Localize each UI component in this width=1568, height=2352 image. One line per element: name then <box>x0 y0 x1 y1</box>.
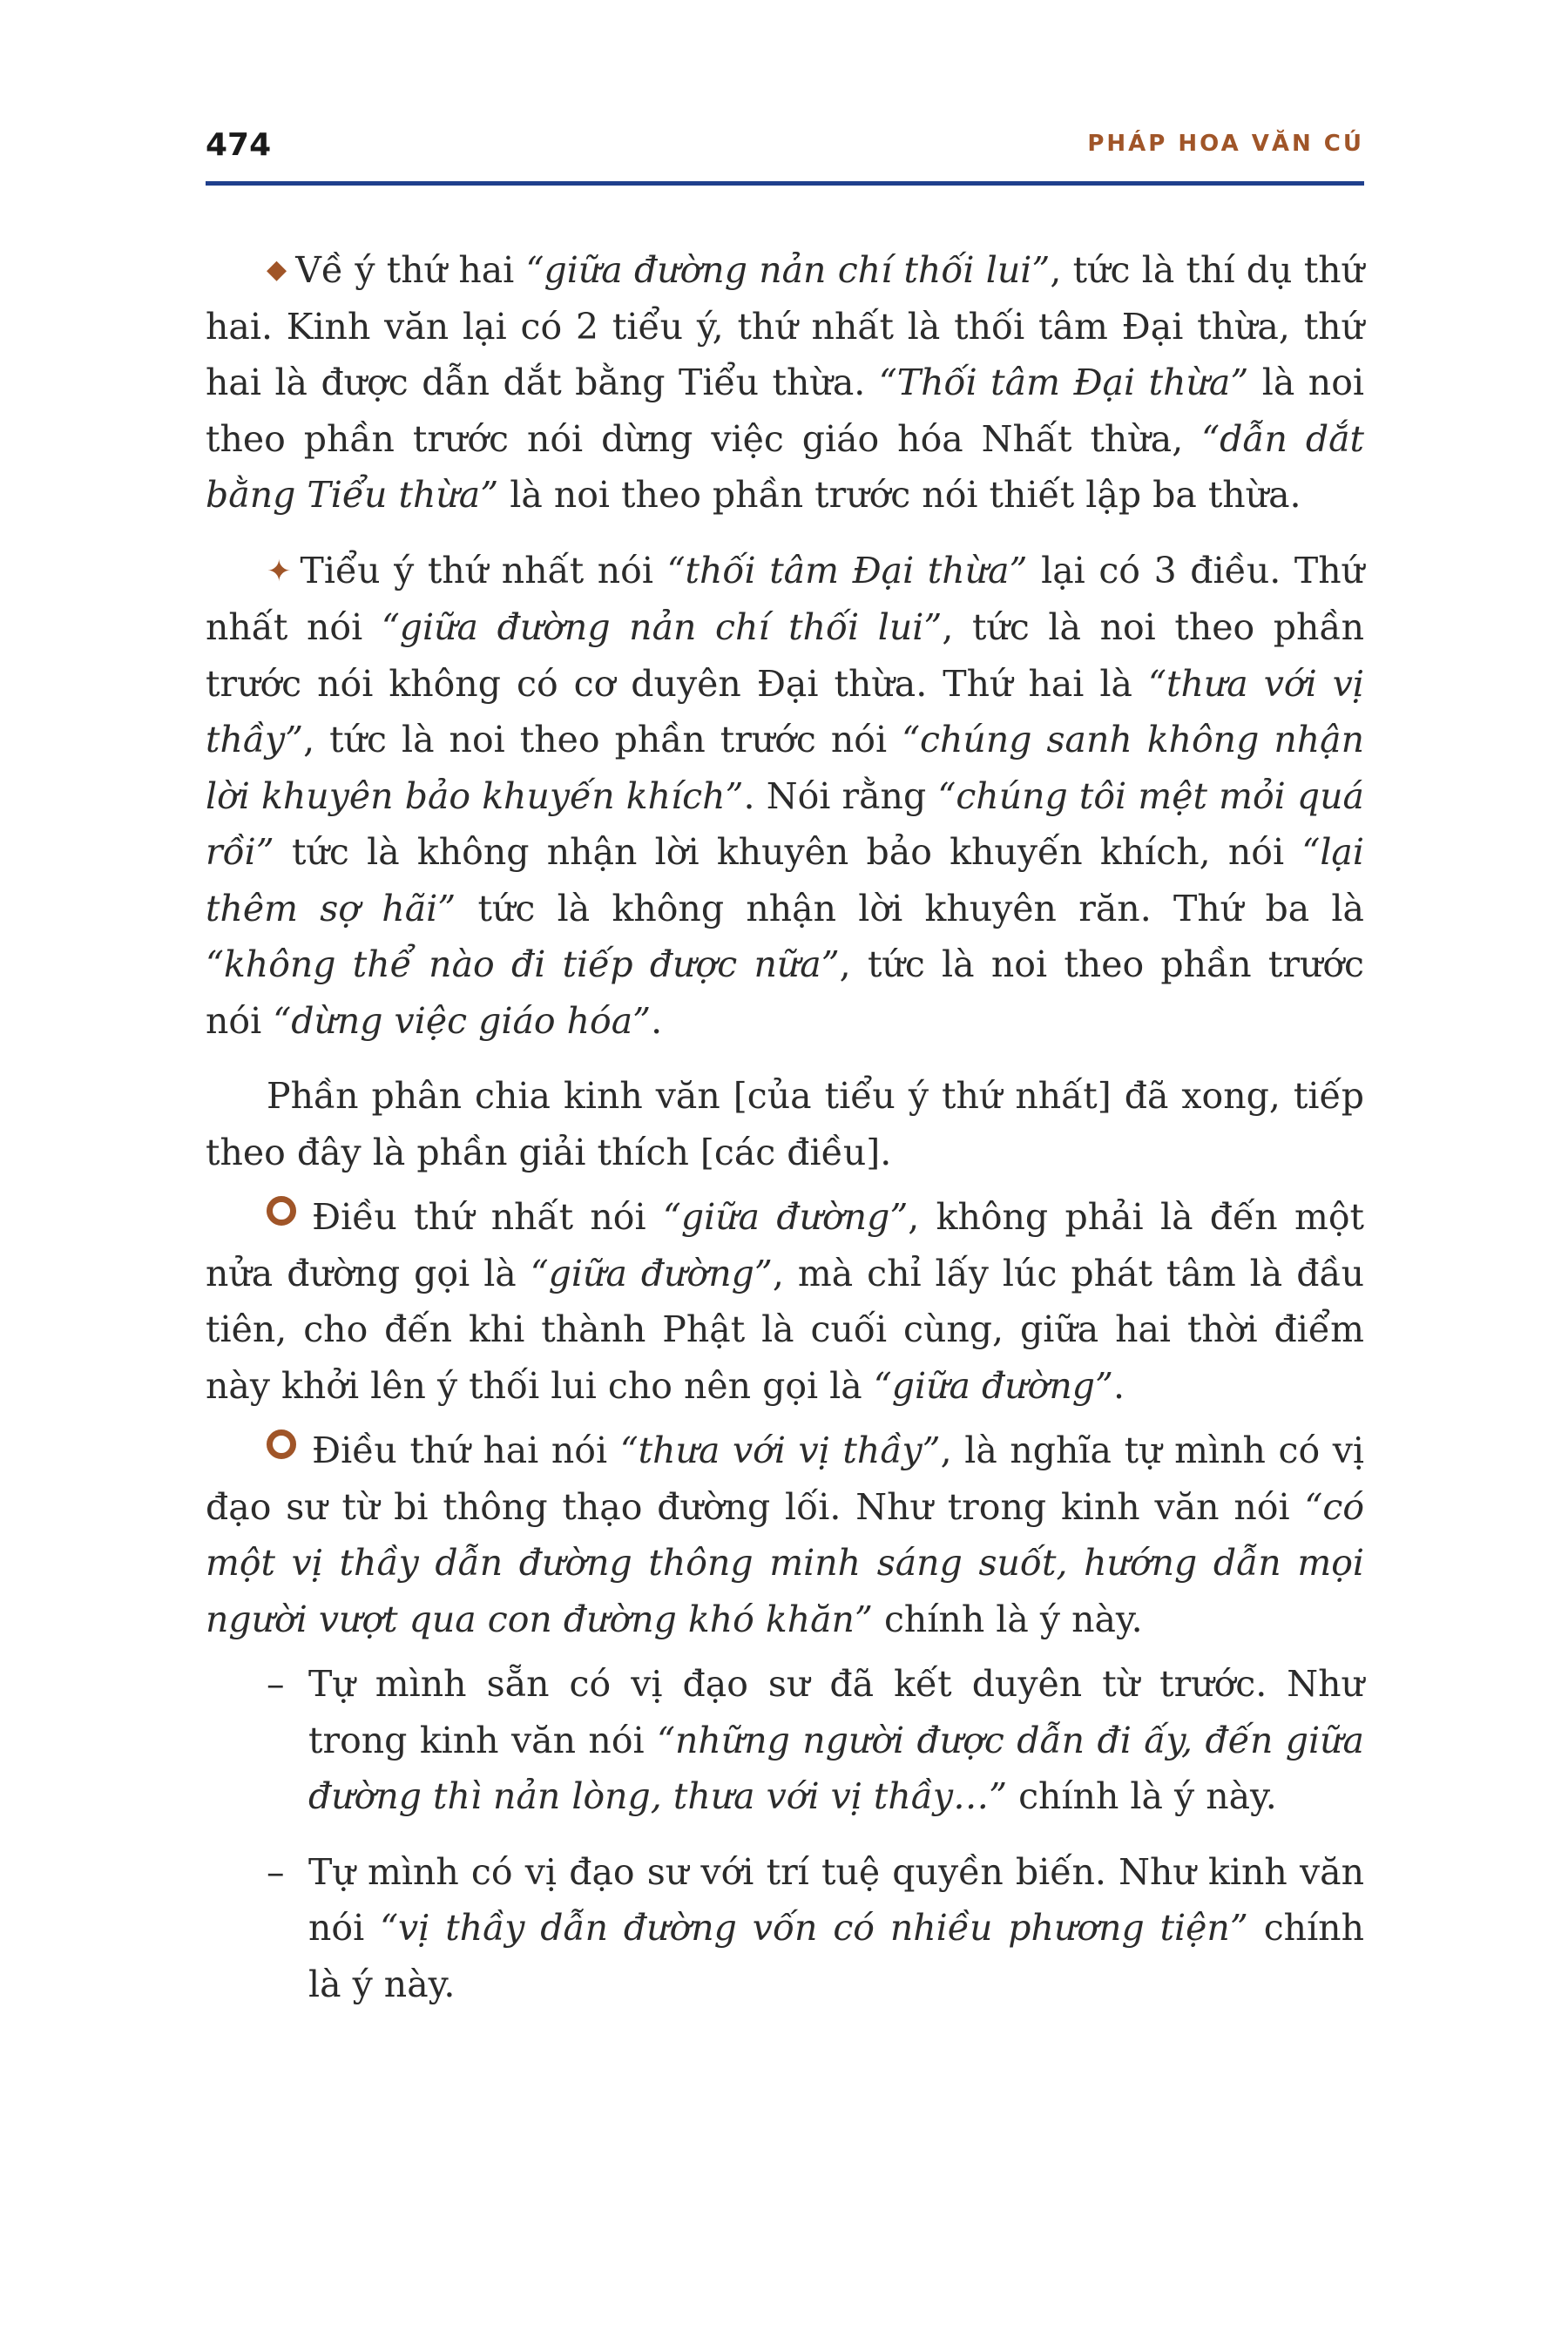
ring-bullet-icon <box>267 1429 296 1459</box>
diamond-bullet-icon: ◆ <box>267 254 287 285</box>
list-item-2: – Tự mình có vị đạo sư với trí tuệ quyền biến. Như kinh văn nói “vị thầy dẫn đường vốn có nhiều phương tiện” chính là ý này. <box>206 1844 1364 2013</box>
paragraph-3: Phần phân chia kinh văn [của tiểu ý thứ nhất] đã xong, tiếp theo đây là phần giải thích [các điều]. <box>206 1075 1364 1173</box>
dash-bullet-icon: – <box>267 1663 285 1705</box>
running-title: PHÁP HOA VĂN CÚ <box>1087 131 1364 157</box>
ring-bullet-icon <box>267 1196 296 1226</box>
paragraph-4: Điều thứ nhất nói “giữa đường”, không phải là đến một nửa đường gọi là “giữa đường”, mà chỉ lấy lúc phát tâm là đầu tiên, cho đến khi thành Phật là cuối cùng, giữa hai thời điểm này khởi lên ý thối lui cho nên gọi là “giữa đường”. <box>206 1196 1364 1407</box>
page-header <box>206 122 1364 186</box>
page-number: 474 <box>206 127 272 163</box>
dash-bullet-icon: – <box>267 1850 285 1893</box>
paragraph-1: ◆ Về ý thứ hai “giữa đường nản chí thối lui”, tức là thí dụ thứ hai. Kinh văn lại có 2 tiểu ý, thứ nhất là thối tâm Đại thừa, thứ hai là được dẫn dắt bằng Tiểu thừa. “Thối tâm Đại thừa” là noi theo phần trước nói dừng việc giáo hóa Nhất thừa, “dẫn dắt bằng Tiểu thừa” là noi theo phần trước nói thiết lập ba thừa. <box>206 249 1365 516</box>
page-body <box>206 242 1364 2031</box>
paragraph-5: Điều thứ hai nói “thưa với vị thầy”, là nghĩa tự mình có vị đạo sư từ bi thông thạo đường lối. Như trong kinh văn nói “có một vị thầy dẫn đường thông minh sáng suốt, hướng dẫn mọi người vượt qua con đường khó khăn” chính là ý này. <box>206 1429 1365 1640</box>
list-item-1: – Tự mình sẵn có vị đạo sư đã kết duyên từ trước. Như trong kinh văn nói “những người được dẫn đi ấy, đến giữa đường thì nản lòng, thưa với vị thầy…” chính là ý này. <box>206 1656 1364 1825</box>
star-bullet-icon: ✦ <box>267 553 292 589</box>
paragraph-2: ✦ Tiểu ý thứ nhất nói “thối tâm Đại thừa” lại có 3 điều. Thứ nhất nói “giữa đường nản chí thối lui”, tức là noi theo phần trước nói không có cơ duyên Đại thừa. Thứ hai là “thưa với vị thầy”, tức là noi theo phần trước nói “chúng sanh không nhận lời khuyên bảo khuyến khích”. Nói rằng “chúng tôi mệt mỏi quá rồi” tức là không nhận lời khuyên bảo khuyến khích, nói “lại thêm sợ hãi” tức là không nhận lời khuyên răn. Thứ ba là “không thể nào đi tiếp được nữa”, tức là noi theo phần trước nói “dừng việc giáo hóa”. <box>206 549 1365 1042</box>
